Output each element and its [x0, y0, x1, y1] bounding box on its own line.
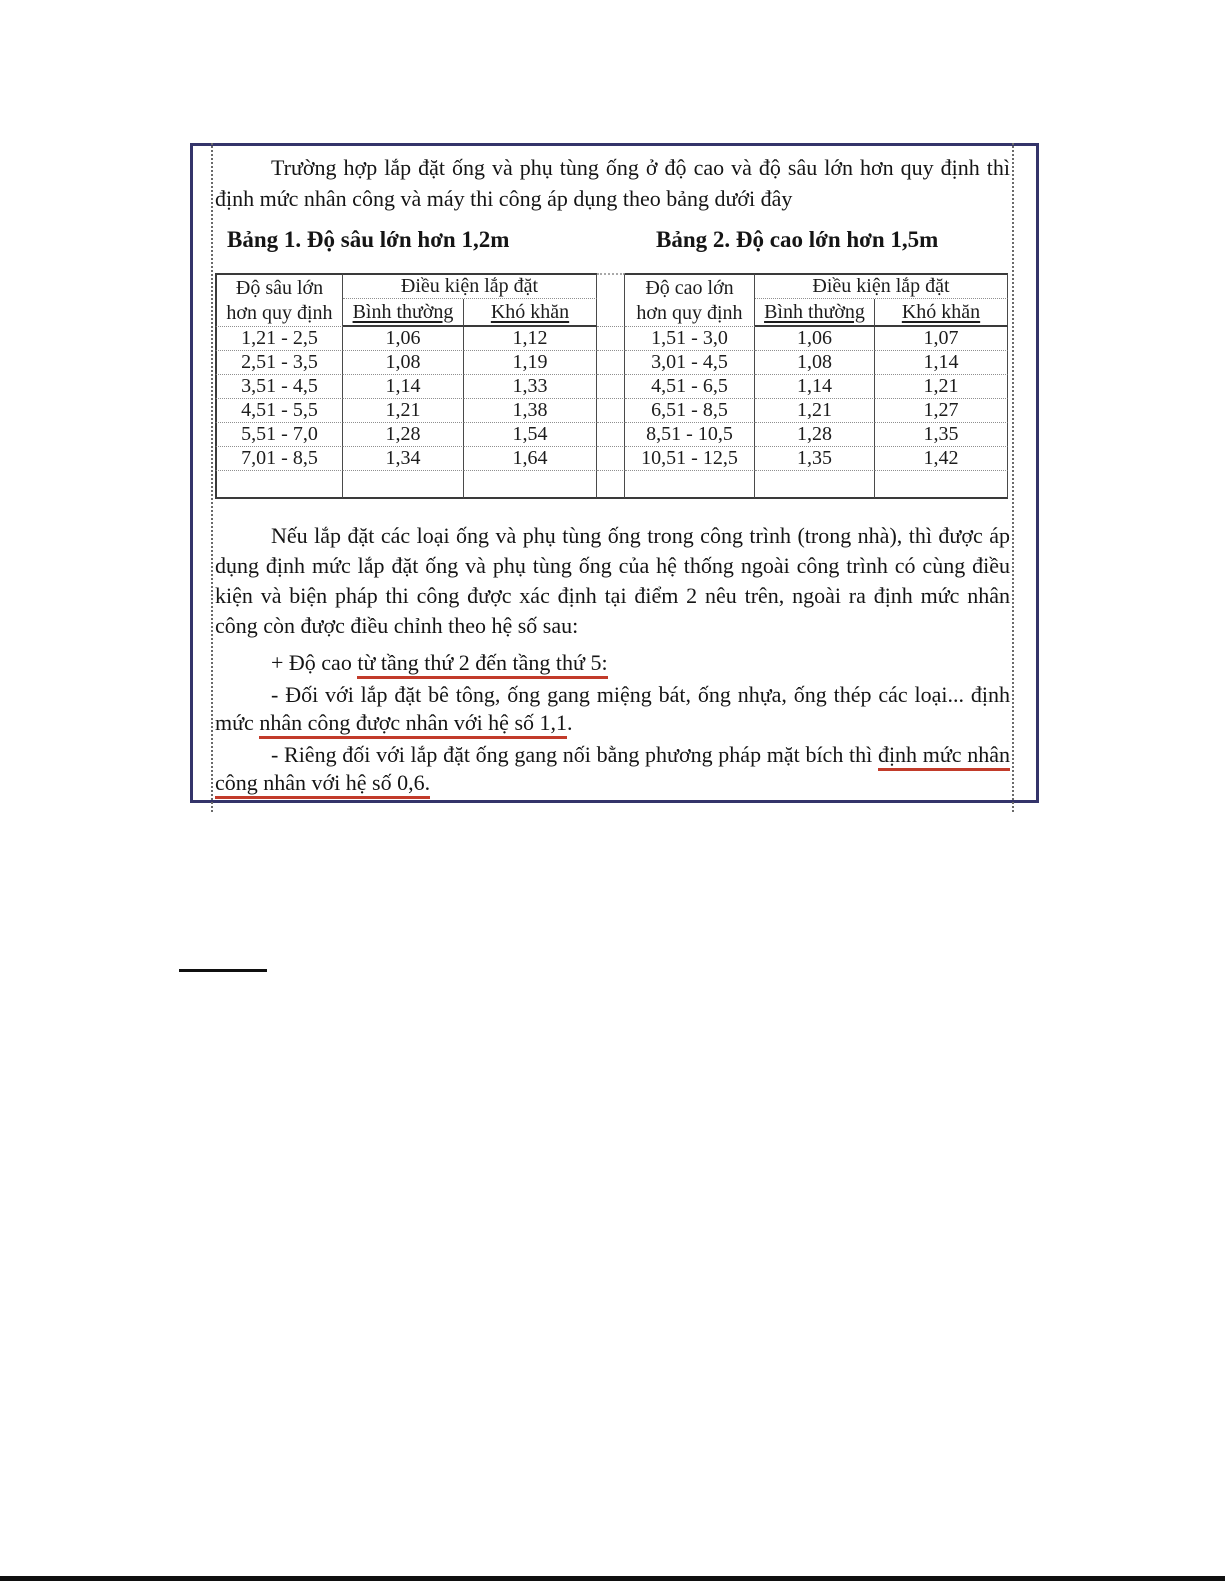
table-gap — [597, 399, 625, 423]
t2-hard-cell: 1,27 — [875, 399, 1008, 423]
note-floors-underlined: từ tầng thứ 2 đến tầng thứ 5: — [357, 650, 607, 679]
t1-range-cell: 5,51 - 7,0 — [215, 423, 343, 447]
t2-range-cell: 6,51 - 8,5 — [625, 399, 755, 423]
t2-range-cell: 4,51 - 6,5 — [625, 375, 755, 399]
note-pipes-underlined: nhân công được nhân với hệ số 1,1 — [259, 710, 567, 739]
intro-paragraph: Trường hợp lắp đặt ống và phụ tùng ống ở độ cao và độ sâu lớn hơn quy định thì định mức nhân công và máy thi công áp dụng theo bảng dưới đây — [215, 155, 1010, 211]
table-titles — [215, 227, 1010, 259]
t2-range-cell: 3,01 - 4,5 — [625, 351, 755, 375]
document-frame — [190, 143, 1039, 803]
t2-normal-cell: 1,35 — [755, 447, 875, 471]
t1-range-cell: 2,51 - 3,5 — [215, 351, 343, 375]
t1-condition-header: Điều kiện lắp đặt — [343, 273, 597, 299]
note-floors — [215, 649, 1010, 677]
t2-hard-cell: 1,21 — [875, 375, 1008, 399]
table-gap — [597, 273, 625, 327]
t1-range-cell: 3,51 - 4,5 — [215, 375, 343, 399]
empty-cell — [875, 471, 1008, 499]
t2-normal-cell: 1,14 — [755, 375, 875, 399]
t1-subheader-hard-label: Khó khăn — [490, 300, 570, 323]
empty-cell — [464, 471, 597, 499]
t2-normal-cell: 1,28 — [755, 423, 875, 447]
empty-cell — [215, 471, 343, 499]
t1-normal-cell: 1,06 — [343, 327, 464, 351]
t1-normal-cell: 1,08 — [343, 351, 464, 375]
t2-row-header-line2: hơn quy định — [636, 301, 743, 324]
empty-cell — [343, 471, 464, 499]
table-gap — [597, 351, 625, 375]
table-row — [215, 423, 1008, 447]
t1-range-cell: 4,51 - 5,5 — [215, 399, 343, 423]
t2-normal-cell: 1,06 — [755, 327, 875, 351]
t2-subheader-hard — [875, 299, 1008, 327]
left-margin-guide — [211, 143, 213, 812]
table-row — [215, 375, 1008, 399]
t2-hard-cell: 1,35 — [875, 423, 1008, 447]
empty-row — [215, 471, 1008, 499]
t2-subheader-normal — [755, 299, 875, 327]
table-gap — [597, 423, 625, 447]
t2-hard-cell: 1,07 — [875, 327, 1008, 351]
table-gap — [597, 327, 625, 351]
t1-hard-cell: 1,38 — [464, 399, 597, 423]
table-row — [215, 399, 1008, 423]
t2-normal-cell: 1,08 — [755, 351, 875, 375]
t1-hard-cell: 1,33 — [464, 375, 597, 399]
t1-hard-cell: 1,64 — [464, 447, 597, 471]
t2-subheader-normal-label: Bình thường — [764, 300, 865, 323]
right-margin-guide — [1012, 143, 1014, 812]
table-gap — [597, 375, 625, 399]
t1-normal-cell: 1,34 — [343, 447, 464, 471]
t2-range-cell: 8,51 - 10,5 — [625, 423, 755, 447]
t1-subheader-normal-label: Bình thường — [352, 300, 454, 323]
t2-hard-cell: 1,42 — [875, 447, 1008, 471]
t1-hard-cell: 1,19 — [464, 351, 597, 375]
coefficient-tables — [215, 273, 1008, 499]
t1-row-header-line2: hơn quy định — [226, 301, 333, 324]
t1-hard-cell: 1,12 — [464, 327, 597, 351]
t1-range-cell: 1,21 - 2,5 — [215, 327, 343, 351]
t1-subheader-normal — [343, 299, 464, 327]
t1-range-cell: 7,01 - 8,5 — [215, 447, 343, 471]
footnote-rule — [179, 969, 267, 972]
t2-range-cell: 10,51 - 12,5 — [625, 447, 755, 471]
t2-condition-header: Điều kiện lắp đặt — [755, 273, 1008, 299]
note-flange — [215, 741, 1010, 797]
header-row-1 — [215, 273, 1008, 299]
empty-cell — [625, 471, 755, 499]
t1-hard-cell: 1,54 — [464, 423, 597, 447]
t1-normal-cell: 1,21 — [343, 399, 464, 423]
table-row — [215, 351, 1008, 375]
t2-row-header-cell — [625, 273, 755, 327]
table-row — [215, 447, 1008, 471]
t2-subheader-hard-label: Khó khăn — [901, 300, 981, 323]
note-pipes — [215, 681, 1010, 737]
note-pipes-suffix: . — [567, 710, 573, 735]
t1-subheader-hard — [464, 299, 597, 327]
table2-title: Bảng 2. Độ cao lớn hơn 1,5m — [656, 227, 939, 252]
note-flange-prefix: - Riêng đối với lắp đặt ống gang nối bằng phương pháp mặt bích thì — [271, 742, 878, 767]
body-paragraph: Nếu lắp đặt các loại ống và phụ tùng ống trong công trình (trong nhà), thì được áp dụng định mức lắp đặt ống và phụ tùng ống của hệ thống ngoài công trình có cùng điều kiện và biện pháp thi công được xác định tại điểm 2 nêu trên, ngoài ra định mức nhân công còn được điều chỉnh theo hệ số sau: — [215, 523, 1010, 638]
t2-row-header-line1: Độ cao lớn — [645, 276, 734, 299]
note-pipes-prefix: - Đối với lắp đặt bê tông, ống gang miệng bát, ống nhựa, ống thép các loại... định mức — [215, 682, 1010, 735]
table-gap — [597, 447, 625, 471]
table-gap — [597, 471, 625, 499]
t2-range-cell: 1,51 - 3,0 — [625, 327, 755, 351]
note-floors-prefix: + Độ cao — [271, 650, 358, 675]
table-row — [215, 327, 1008, 351]
page-bottom-rule — [0, 1576, 1225, 1581]
t2-hard-cell: 1,14 — [875, 351, 1008, 375]
t2-normal-cell: 1,21 — [755, 399, 875, 423]
empty-cell — [755, 471, 875, 499]
table1-title: Bảng 1. Độ sâu lớn hơn 1,2m — [227, 227, 510, 252]
t1-normal-cell: 1,14 — [343, 375, 464, 399]
t1-row-header-line1: Độ sâu lớn — [235, 276, 324, 299]
note-flange-underlined: định mức nhân công nhân với hệ số 0,6. — [215, 742, 1010, 799]
t1-normal-cell: 1,28 — [343, 423, 464, 447]
t1-row-header-cell — [215, 273, 343, 327]
